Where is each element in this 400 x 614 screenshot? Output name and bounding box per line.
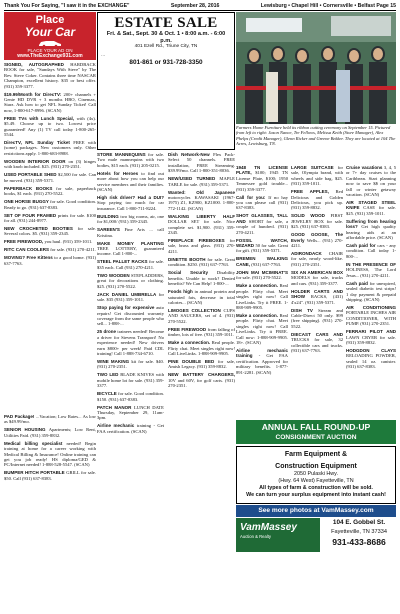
classified-headline: SET OF FOUR FRAMED xyxy=(4,212,58,218)
classified-ad xyxy=(97,214,164,225)
classified-body: for sale, paperback books, $1 each. (931) 270-5522. xyxy=(4,185,96,197)
banner-line1: ANNUAL FALL ROUND-UP xyxy=(261,422,371,432)
classified-body: MODELS for sale, trucks and cars. (931) 359-3377. xyxy=(291,275,343,286)
classifieds-column-3 xyxy=(168,152,235,610)
classified-headline: AIR CONDITIONING xyxy=(346,304,396,310)
classified-ad xyxy=(4,226,96,237)
classified-ad xyxy=(346,165,396,197)
classified-ad xyxy=(168,289,235,305)
classified-ad xyxy=(97,329,164,356)
classified-body: PORTABLE INCHES AIR CONDITIONER, WITH PUMP. (931) 270-2351. xyxy=(346,310,396,327)
classified-body: two big rooms, air, one for $1,000/ (931) 359-2345. xyxy=(97,213,164,225)
classified-ad xyxy=(4,239,96,244)
classified-ad xyxy=(97,152,164,168)
car-icon xyxy=(37,39,63,47)
classified-body: FREE with (some) packages. New customers only. Other restrictions apply. 1-800-683-8988. xyxy=(4,140,96,156)
auction-details-box xyxy=(236,446,396,504)
classified-headline: GOOD GOOSE, The Everly xyxy=(291,232,343,243)
classified-headline: IN THE PRESENCE OF xyxy=(346,261,396,267)
classified-headline: Make a connection. xyxy=(236,283,280,289)
estate-phone: 801-861 or 931-728-3350 xyxy=(129,58,203,66)
classified-body: for sale. $35 (931) 359-1011. xyxy=(97,291,164,303)
classified-body: Stream and Cable-Direct 50 only. $99 (free shipping). (931) 270-5522. xyxy=(291,307,343,329)
classified-headline: FREE FIREWOOD, xyxy=(4,239,45,245)
logo-line1: Place xyxy=(35,14,65,26)
classified-body: Disability benefits. Unable to work? Denied benefits? We Can Help! 1-800-... xyxy=(168,270,235,287)
classified-ad xyxy=(291,289,343,305)
estate-dates: Fri. & Sat., Sept. 30 & Oct. 1 • 8:00 a.m. - 6:00 p.m. xyxy=(106,31,226,44)
classified-headline: PATCH MANOR xyxy=(97,404,134,410)
classified-body: for sale. (931) 270-5522. xyxy=(236,275,282,281)
classified-ad xyxy=(168,214,235,236)
classified-headline: Suffering from hearing loss? xyxy=(346,218,396,230)
classified-body: CASE for sale. $25. (931) 359-1011. xyxy=(346,205,396,216)
header-rule xyxy=(4,10,396,11)
auction-title2: Construction Equipment xyxy=(275,463,357,470)
classified-body: - Get FAA certification. Approved for military benefits. 1-877-891-2281. (SCAN) xyxy=(236,353,288,375)
classified-ad xyxy=(168,327,235,338)
classified-headline: WINE MAKING xyxy=(97,358,132,364)
classified-ad xyxy=(236,195,288,211)
classified-ad xyxy=(346,329,396,345)
classified-body: $100; 1945 TN License Plate, $100; 1950 Tennessee gold trouble... (931) 359-3377. xyxy=(236,170,288,192)
classified-body: LUNCH DATE Thursday, September 29, 11am-3pm. xyxy=(97,404,164,421)
classified-body: motorcycles KAWASAKI (1967-1975) Z1, KZ900, KZ1000. 1-800-772-1142. (SCAN) xyxy=(168,195,235,211)
classified-headline: Make a connection. xyxy=(168,340,212,346)
classified-body: TRUCKS for sale, 32 collectible cars and trucks. (931) 637-7763. xyxy=(291,337,343,353)
classified-body: FIRST JEWELRY BOX for sale. $25. (931) 637-8383. xyxy=(291,213,343,230)
classified-body: for sale. $35 each. Call (931) 270-4211. xyxy=(97,259,164,270)
classified-headline: Cash paid xyxy=(346,280,370,286)
classified-ad xyxy=(97,171,164,193)
classified-headline: HOLDER CARTS AND SHOW xyxy=(291,288,343,300)
classified-body: LAWN CRYER for sale. (931) 359-8832. xyxy=(346,334,396,345)
classified-ad xyxy=(291,213,343,229)
vammassey-logo xyxy=(236,518,320,552)
classified-headline: FREE APPLES, xyxy=(291,189,336,195)
classified-ad xyxy=(4,172,96,183)
classified-ad xyxy=(291,189,343,211)
classified-body: $2,500 for sale. Can be moved. (931) 359-5371. xyxy=(4,172,96,183)
classified-headline: ADIRONDACK xyxy=(291,251,329,257)
classified-body: Wells... (931) 270-4211. xyxy=(291,237,343,249)
classified-ad xyxy=(97,405,164,421)
classified-headline: RITC CAN COOLERS xyxy=(4,247,51,253)
classified-body: on (3) hinges with knob included. $25. (931) 270-2351. xyxy=(4,158,96,170)
classified-body: (931) 637-7763. xyxy=(251,261,282,267)
classified-body: CHAIR for sale, nearly wood-like. (931) 270-2351. xyxy=(291,251,343,267)
classified-ad xyxy=(168,359,235,370)
classified-ad xyxy=(291,332,343,354)
classified-ad xyxy=(97,259,164,270)
classified-body: Fine Arts ... call Kristina. xyxy=(97,227,164,238)
classified-ad xyxy=(4,247,96,252)
classified-ad xyxy=(168,238,235,254)
classified-body: needed! Begin training at home for a career working with Medical Billing & Insurance! Online training can get you job ready! HS diploma/GED & PC/Internet needed! 1-888-528-5547. (SCAN) xyxy=(4,440,96,468)
classified-ad xyxy=(4,199,96,210)
header-right: Lewisburg • Chapel Hill • Cornersville • Belfast Page 15 xyxy=(260,3,396,9)
classified-ad xyxy=(97,305,164,327)
classified-ad xyxy=(97,391,164,402)
classified-body: for sale. Great condition. $250. (931) 637-7763. xyxy=(168,256,235,268)
vammassey-address xyxy=(322,518,396,552)
classified-headline: PINE DOUBLE BED xyxy=(168,358,218,364)
classified-ad xyxy=(236,165,288,192)
classified-ad xyxy=(168,152,235,174)
classified-body: BLADE KNIVES with mobile home lot for sale. (931) 359-3377. xyxy=(97,372,164,389)
classified-headline: DIECAST CARS AND xyxy=(291,331,343,337)
page-header xyxy=(4,2,396,10)
classified-body: for sale, Amish Legacy. (931) 359-8832. xyxy=(168,358,235,370)
classifieds-column-4 xyxy=(236,165,288,418)
logo-website[interactable]: www.TheExchange931.com xyxy=(17,53,83,59)
classified-ad xyxy=(291,270,343,286)
classified-ad xyxy=(97,423,164,434)
classified-headline: SENIOR HOUSING xyxy=(4,427,49,433)
classified-headline: TWO WOODEN xyxy=(97,272,131,278)
classified-body: for sale. Good condition. $150. (931) 637-8383. xyxy=(97,391,164,402)
classified-headline: Airline mechanic xyxy=(97,423,137,429)
classified-headline: Dish Network-New xyxy=(168,152,214,157)
classified-headline: Medical billing specialist xyxy=(4,440,67,446)
classified-ad xyxy=(4,186,96,197)
classified-ad xyxy=(236,213,288,235)
classified-ad xyxy=(168,340,235,356)
classified-ad xyxy=(4,213,96,224)
photos-link-bar[interactable]: See more photos at VamMassey.com xyxy=(236,505,396,517)
classified-body: 50 for sale. Great for gift. (931) 359-5371. xyxy=(236,243,288,254)
classified-headline: Stop paying for expensive xyxy=(97,305,157,311)
classified-ad xyxy=(4,116,96,138)
classified-body: DOLLAR SET for sale. Nice complete set. $1,900. (931) 359-2345. xyxy=(168,219,235,236)
classified-body: Red Delicious and Golden Delicious, you pick up. (931) 359-8832. xyxy=(291,189,343,211)
classified-body: MAPLE TABLE for sale. (931) 359-5371. xyxy=(168,176,235,187)
logo-line3: PLACE YOUR AD ON xyxy=(27,48,73,53)
classified-body: 200+ channels + Genie HD DVR + 3 months HBO, Cinemax, Starz. Ask how to get NFL Sunday Ticket! Call now, 1-800-617-8996. (SCAN) xyxy=(4,91,96,113)
classified-headline: 1948 TN LICENSE PLATE, xyxy=(236,165,288,176)
classified-headline: NEW CROCHETED BOOTIES xyxy=(4,225,78,231)
estate-sale-ad xyxy=(97,12,235,150)
classified-body: in animal protein and saturated fats, decrease in total calories... (SCAN) xyxy=(168,289,235,305)
auction-city: (Hwy. 64 West) Fayetteville, TN xyxy=(278,478,354,484)
classified-headline: FREE TVs with Lunch Special, xyxy=(4,115,77,121)
classified-ad xyxy=(4,92,96,114)
classified-body: from falling of timber, lots of free. (931) 359-1011. xyxy=(168,326,235,338)
classified-ad xyxy=(291,232,343,248)
classified-headline: PAD Package! xyxy=(4,414,36,419)
logo-line2: Your Car xyxy=(24,25,76,39)
classified-headline: $19.99/Month for DirecTV: xyxy=(4,91,64,97)
classified-headline: BUMPER HITCH PORTABLE xyxy=(4,470,67,476)
classified-body: auto repairs! Get discounted warranty coverage from the same people who sell... 1-888-... xyxy=(97,305,164,327)
classified-headline: Foods high xyxy=(168,289,195,295)
estate-items: … xyxy=(101,51,106,57)
classified-headline: LIMOGES COLLECTION xyxy=(168,307,224,313)
classified-ad xyxy=(168,257,235,268)
classified-body: for sale. (931) 270-4211. xyxy=(50,247,96,253)
classified-headline: JACK DANIEL UMBRELLA xyxy=(97,291,159,297)
classified-ad xyxy=(291,251,343,267)
classified-headline: SOLID WOOD xyxy=(291,213,331,219)
classified-body: trainees needed! Become a driver for Stevens Transport! No experience needed! New drivers earn $800+ per week! Paid CDL training! Call 1-888-734-6710. xyxy=(97,329,164,356)
classified-headline: Airline mechanic training xyxy=(236,347,288,359)
classified-body: for sale, Olympia brand, with wheels and side bag, $25. (931) 359-1011. xyxy=(291,165,343,187)
header-left: Thank You For Saying, "I saw it in the EXCHANGE" xyxy=(4,3,130,9)
classified-ad xyxy=(4,140,96,156)
classified-headline: USED PORTABLE SHED xyxy=(4,172,59,178)
vammassey-phone[interactable]: 931-433-8686 xyxy=(332,537,386,547)
classified-headline: FIREPLACE FIREBOXES xyxy=(168,238,230,244)
auction-location: 2050 Pulaski Hwy. xyxy=(294,471,338,477)
classified-headline: FERRARI PILOT AND xyxy=(346,329,396,335)
classified-ad xyxy=(97,292,164,303)
classified-ad xyxy=(4,470,96,481)
photo-caption: Farmers Home Furniture held its ribbon cutting ceremony on September 15. Pictured from left to right: Jason Nance, Tre Fellows, Melissa Keith (Store Manager), Alex Phelps (Credit Manager), Glenn Ricker and Greene Bekker. They are located at 104 The Acres, Lewisburg, TN. xyxy=(236,125,396,146)
classified-headline: LARGE SUITCASE xyxy=(291,165,338,170)
classified-body: HOLINESS, The Lord Jesus... (931) 270-4211. xyxy=(346,267,396,278)
classified-headline: SIX AN AMERICAN BOX xyxy=(291,269,343,275)
classified-headline: Hotels for Heroes xyxy=(97,170,142,176)
classified-body: Flex Pack-Select 50 channels. FREE installation, FREE Streaming. $39.99/mo. Call 1-800-351-8036. xyxy=(168,152,235,174)
classified-body: training - Get FAA certification. (SCAN) xyxy=(97,423,164,434)
place-your-car-ad[interactable] xyxy=(4,12,96,60)
auction-title: Farm Equipment & xyxy=(284,451,348,458)
classified-body: RACKS, (431) 4'x24". (931) 359-5371. xyxy=(291,294,343,305)
classified-ad xyxy=(168,308,235,324)
classified-headline: MOVING? Free Kittens xyxy=(4,255,55,261)
classified-headline: ONE HORSE BUGGY xyxy=(4,199,51,205)
classified-headline: DISH TV xyxy=(291,307,319,313)
classified-ad xyxy=(291,165,343,187)
classified-body: to find out more about how you can help our service members and their families. (SCAN) xyxy=(97,170,164,193)
classified-headline: BREMEN WALKING CANE, xyxy=(236,256,288,267)
classified-body: Apartments; Low Rent, Utilities Paid. (931) 359-8832. xyxy=(4,427,96,438)
classified-ad xyxy=(4,441,96,468)
classified-headline: SIGNED, AUTOGRAPHED xyxy=(4,62,71,67)
classified-body: ...Vacation; Low Rates... As low as $49.99/mo. xyxy=(4,414,96,425)
classified-body: Real people. Flirty chat. Meet singles right now! Call LiveLinks. Try it FREE. Call now: 1-888-909-9905. 18+. (SCAN) xyxy=(236,312,288,345)
classified-headline: Call for you: xyxy=(236,194,269,200)
classified-body: Real people. Flirty chat. Meet singles right now! Call LiveLinks. 1-888-909-9905. xyxy=(168,340,235,356)
classified-headline: FREE FIREWOOD xyxy=(168,326,208,332)
classified-ad xyxy=(168,270,235,286)
classified-ad xyxy=(236,256,288,267)
classified-ad xyxy=(236,270,288,281)
classified-ad xyxy=(346,219,396,241)
classified-body: for unexpired, sealed diabetic test strips! 1 day payment & prepaid shipping. (SCAN) xyxy=(346,280,396,302)
classified-ad xyxy=(4,414,96,425)
classified-headline: Cash paid for xyxy=(346,243,378,249)
classified-body: If no hay you can please call (931) 637-8383. xyxy=(236,194,288,211)
classified-headline: STEEL PALLET RACKS xyxy=(97,259,149,265)
classifieds-column-5 xyxy=(291,165,343,418)
classified-ad xyxy=(346,200,396,216)
estate-address: 401 Ezell Rd., Triune City, TN xyxy=(134,44,198,49)
classified-body: kit for sale. $40. (931) 270-2351. xyxy=(97,358,164,370)
classifieds-column-6 xyxy=(346,165,396,418)
classified-headline: WALKING LIBERTY HALF xyxy=(168,213,235,219)
classified-headline: JOHN MAI MCIMINAT'S xyxy=(236,269,288,275)
classified-body: Real people. Flirty chat. Meet singles right now! Call LiveLinks. Try it FREE. 1-888-909-9905. xyxy=(236,283,288,310)
classified-ad xyxy=(168,176,235,187)
classified-ad xyxy=(4,62,96,89)
classified-headline: SHOT GLASSES, TALL AND xyxy=(236,213,288,224)
classified-ad xyxy=(236,238,288,254)
classified-body: cars - any condition. Call today 1-800-... xyxy=(346,243,396,259)
classified-ad xyxy=(236,313,288,345)
classified-body: for sale, brass and glass. (931) 270-4211. xyxy=(168,238,235,254)
vammassey-city: Fayetteville, TN 37334 xyxy=(331,529,387,535)
estate-title: ESTATE SALE xyxy=(114,15,218,31)
classified-ad xyxy=(168,372,235,388)
header-date: September 28, 2016 xyxy=(170,3,220,9)
classified-headline: STORE MANNEQUINS xyxy=(97,152,149,157)
classified-body: STEPLADDERS, great for decorations or clothing. $25. (931) 270-5522. xyxy=(97,272,164,289)
classified-ad xyxy=(4,255,96,266)
classified-headline: DirecTV, NFL Sunday Ticket xyxy=(4,140,74,146)
classified-body: RELOADING POWDER, sealed 14 oz. canister. (931) 637-8383. xyxy=(346,353,396,370)
classified-body: you haul. (931) 359-1011. xyxy=(44,239,93,245)
auction-welcome: All types of farm & construction will be sold. xyxy=(259,485,373,491)
classifieds-column-1b xyxy=(4,414,96,610)
classified-ad xyxy=(346,348,396,370)
classified-headline: Wanted: Old Japanese xyxy=(168,189,235,195)
classified-headline: Cruise vacations xyxy=(346,165,384,170)
classified-body: with (4x). $5.49. Choose up to two. Lowest price guaranteed! Any (1) TV call today 1-800-265-5544. xyxy=(4,115,96,138)
classified-ad xyxy=(97,372,164,388)
classified-headline: NEW BATTERY CHARGERS, xyxy=(168,372,235,378)
classified-ad xyxy=(236,283,288,310)
classified-body: 10V and 60V, for golf carts. (931) 270-2351. xyxy=(168,377,235,389)
classified-ad xyxy=(346,243,396,259)
ribbon-cutting-photo xyxy=(236,12,396,124)
classified-ad xyxy=(291,308,343,330)
classifieds-column-2 xyxy=(97,152,164,610)
classified-ad xyxy=(97,273,164,289)
auction-note: We can turn your surplus equipment into instant cash! xyxy=(246,492,386,498)
vammassey-tagline: Auction & Realty xyxy=(240,534,271,539)
classified-ad xyxy=(346,305,396,327)
classified-headline: DINETTE BOOTH xyxy=(168,256,208,262)
classified-body: to a good home. (931) 637-7763. xyxy=(4,255,96,266)
classified-headline: HODGDON CLAYS xyxy=(346,347,396,353)
vammassey-ad xyxy=(236,518,396,552)
classifieds-column-1 xyxy=(4,62,96,412)
classified-headline: SAREEN'S xyxy=(97,227,125,233)
classified-ad xyxy=(4,427,96,438)
vammassey-street: 104 E. Gobbel St. xyxy=(332,519,386,526)
classified-headline: TWO LED xyxy=(97,372,121,378)
classified-body: for sale. Several colors. $5. (931) 359-2345. xyxy=(4,225,96,237)
classified-headline: 25 drone xyxy=(97,329,118,335)
fall-roundup-banner xyxy=(236,420,396,444)
classified-body: TREE LOTTERY, guaranteed income. Call 1-800-... xyxy=(97,246,164,257)
classified-ad xyxy=(168,190,235,212)
classified-body: CUPS AND SAUCERS, set of 4. (931) 270-5522. xyxy=(168,307,235,324)
classified-headline: FOSSIL WATCH, WIZARD xyxy=(236,237,288,249)
group-photo-image xyxy=(236,12,396,124)
classified-headline: BICYCLE xyxy=(97,391,119,397)
classified-body: for sale. Good condition. Ready to go. (931) 637-8383. xyxy=(4,199,96,210)
classified-body: SHORT for sale, a couple of hundred. (931) 270-4211. xyxy=(236,218,288,235)
classified-body: for sale. Two male mannequins with two bodies, $15 each. (931) 205-0215. xyxy=(97,152,164,168)
vammassey-logo-text: VamMassey xyxy=(240,522,297,533)
classified-ad xyxy=(346,262,396,278)
classified-headline: Make a connection. xyxy=(236,312,280,318)
classified-headline: MAKE MONEY PLANTING xyxy=(97,240,164,246)
classified-ad xyxy=(97,241,164,257)
classified-body: prints for sale. $100 for all. (931) 244-8977. xyxy=(4,212,96,223)
classified-ad xyxy=(97,359,164,370)
classified-headline: High risk driver? Had a DUI? xyxy=(97,195,164,201)
banner-line2: CONSIGNMENT AUCTION xyxy=(275,434,357,441)
classified-body: Stop paying too much for car insurance. Call 1-800-711-8224. xyxy=(97,200,164,211)
classified-headline: Social Security xyxy=(168,270,217,276)
classified-headline: BUILDING xyxy=(97,213,121,219)
classified-body: GRILL for sale. $50. Call (931) 637-8383. xyxy=(4,470,96,481)
classified-ad xyxy=(97,195,164,211)
classified-ad xyxy=(346,281,396,303)
classified-headline: PAPERBACK BOOKS xyxy=(4,185,57,191)
classified-headline: AIR STAGED STEEL KNIFE xyxy=(346,200,396,211)
classified-body: 3, 4, 5 or 7+ day cruises to the Caribbean. Start planning now to save $$ on your fall or winter getaway vacation. (SCAN) xyxy=(346,165,396,198)
classified-headline: NEW/USED TURNED xyxy=(168,176,220,182)
classified-headline: WOODEN INTERIOR DOOR xyxy=(4,158,69,164)
classified-body: HARDBACK BOOK for sale, "Sundays With Steve" by The Rev. Steve Coker. Contains three time NASCAR Champion, excellent history. $35 or best offer. (931) 359-3377. xyxy=(4,62,96,89)
classified-ad xyxy=(236,348,288,375)
classified-ad xyxy=(97,227,164,238)
classified-ad xyxy=(4,159,96,170)
classified-body: Get high quality hearing aids at an affordable price. (SCAN) xyxy=(346,224,396,241)
